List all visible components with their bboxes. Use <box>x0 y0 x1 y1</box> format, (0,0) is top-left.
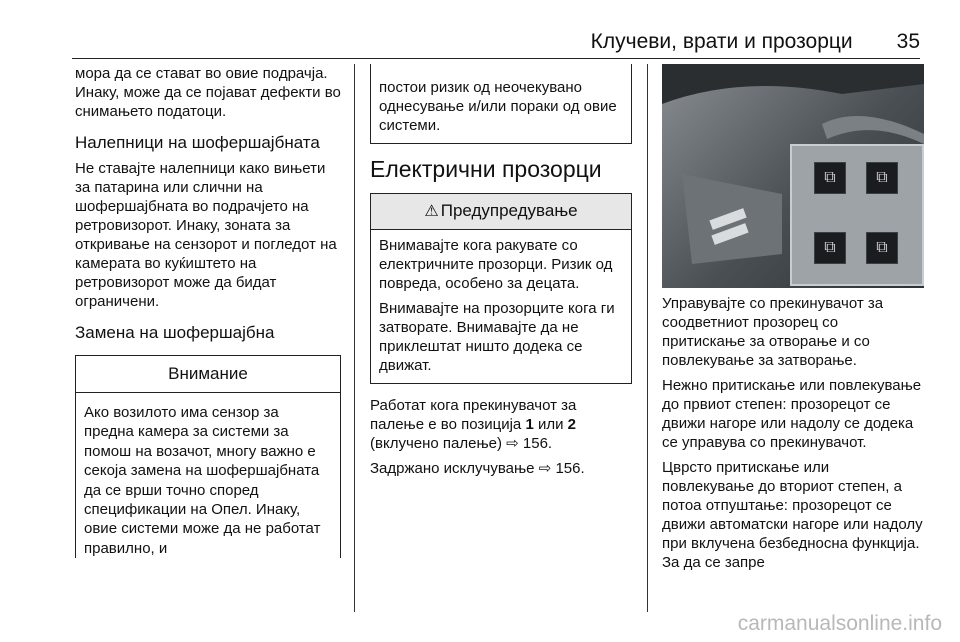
window-switch-icon[interactable]: ⧉ <box>866 232 898 264</box>
warning-header <box>371 194 631 230</box>
intro-paragraph: мора да се стават во овие подрачја. Инаку, може да се појават дефекти во снимањето податоци. <box>75 65 341 120</box>
page-ref-link[interactable]: 156. <box>555 460 585 477</box>
caution-text: Ако возилото има сензор за предна камера за системи за помош на возачот, многу важно е секоја замена на шофершајбната да се врши точно според спецификации на Опел. Инаку, овие системи може да не работат правилно, и <box>84 404 321 557</box>
caution-continuation-box <box>370 64 632 144</box>
stickers-paragraph: Не ставајте налепници како вињети за патарина или слични на шофершајбната во подрачјето на ретровизорот. Инаку, зоната за откривање на сензорот и погледот на камерата во куќиштето на ретровизорот може да бидат ограничени. <box>75 160 337 310</box>
stickers-heading: Налепници на шофершајбната <box>75 133 320 152</box>
page-ref-icon: ⇨ <box>506 435 519 452</box>
column-2 <box>370 64 632 484</box>
window-switch-icon[interactable]: ⧉ <box>814 162 846 194</box>
header-title: Клучеви, врати и прозорци <box>590 30 853 53</box>
ignition-paragraph: Работат кога прекинувачот за палење е во позиција 1 или 2 (вклучено палење) ⇨ 156. <box>370 397 577 452</box>
warning-title: Предупредување <box>440 201 578 220</box>
warning-paragraph-2: Внимавајте на прозорците кога ги затворате. Внимавајте да не приклештат ништо додека се движат. <box>379 300 615 374</box>
retained-power-paragraph: Задржано исклучување ⇨ 156. <box>370 460 585 477</box>
switch-panel-zoom <box>790 144 924 286</box>
window-switch-icon[interactable]: ⧉ <box>866 162 898 194</box>
column-divider <box>647 64 648 612</box>
page-ref-link[interactable]: 156. <box>522 435 553 452</box>
page-header <box>72 28 920 59</box>
caution-box <box>75 355 341 558</box>
column-3 <box>662 64 924 578</box>
watermark: carmanualsonline.info <box>737 612 942 635</box>
warning-paragraph-1: Внимавајте кога ракувате со електричните прозорци. Ризик од повреда, особено за децата. <box>379 237 613 292</box>
caution-title: Внимание <box>76 356 340 393</box>
window-switch-photo <box>662 64 924 288</box>
firm-press-paragraph: Цврсто притискање или повлекување до вториот степен, а потоа отпуштање: прозорецот се движи автоматски нагоре или надолу при вклучена безбедносна функција. За да се запре <box>662 459 923 571</box>
warning-box <box>370 193 632 384</box>
replace-heading: Замена на шофершајбна <box>75 323 275 342</box>
page-ref-icon: ⇨ <box>538 460 552 477</box>
column-1 <box>75 64 341 564</box>
warning-triangle-icon: ⚠ <box>424 203 439 220</box>
caution-continuation-text: постои ризик од неочекувано однесување и/или пораки од овие системи. <box>379 79 617 134</box>
column-divider <box>354 64 355 612</box>
operation-paragraph: Управувајте со прекинувачот за соодветниот прозорец со притискање за отворање и со повлекување за затворање. <box>662 295 884 369</box>
section-title: Електрични прозорци <box>370 156 602 182</box>
window-switch-icon[interactable]: ⧉ <box>814 232 846 264</box>
page-number: 35 <box>896 30 920 53</box>
gentle-press-paragraph: Нежно притискање или повлекување до првиот степен: прозорецот се движи нагоре или надолу се додека се управува со прекинувачот. <box>662 377 922 451</box>
